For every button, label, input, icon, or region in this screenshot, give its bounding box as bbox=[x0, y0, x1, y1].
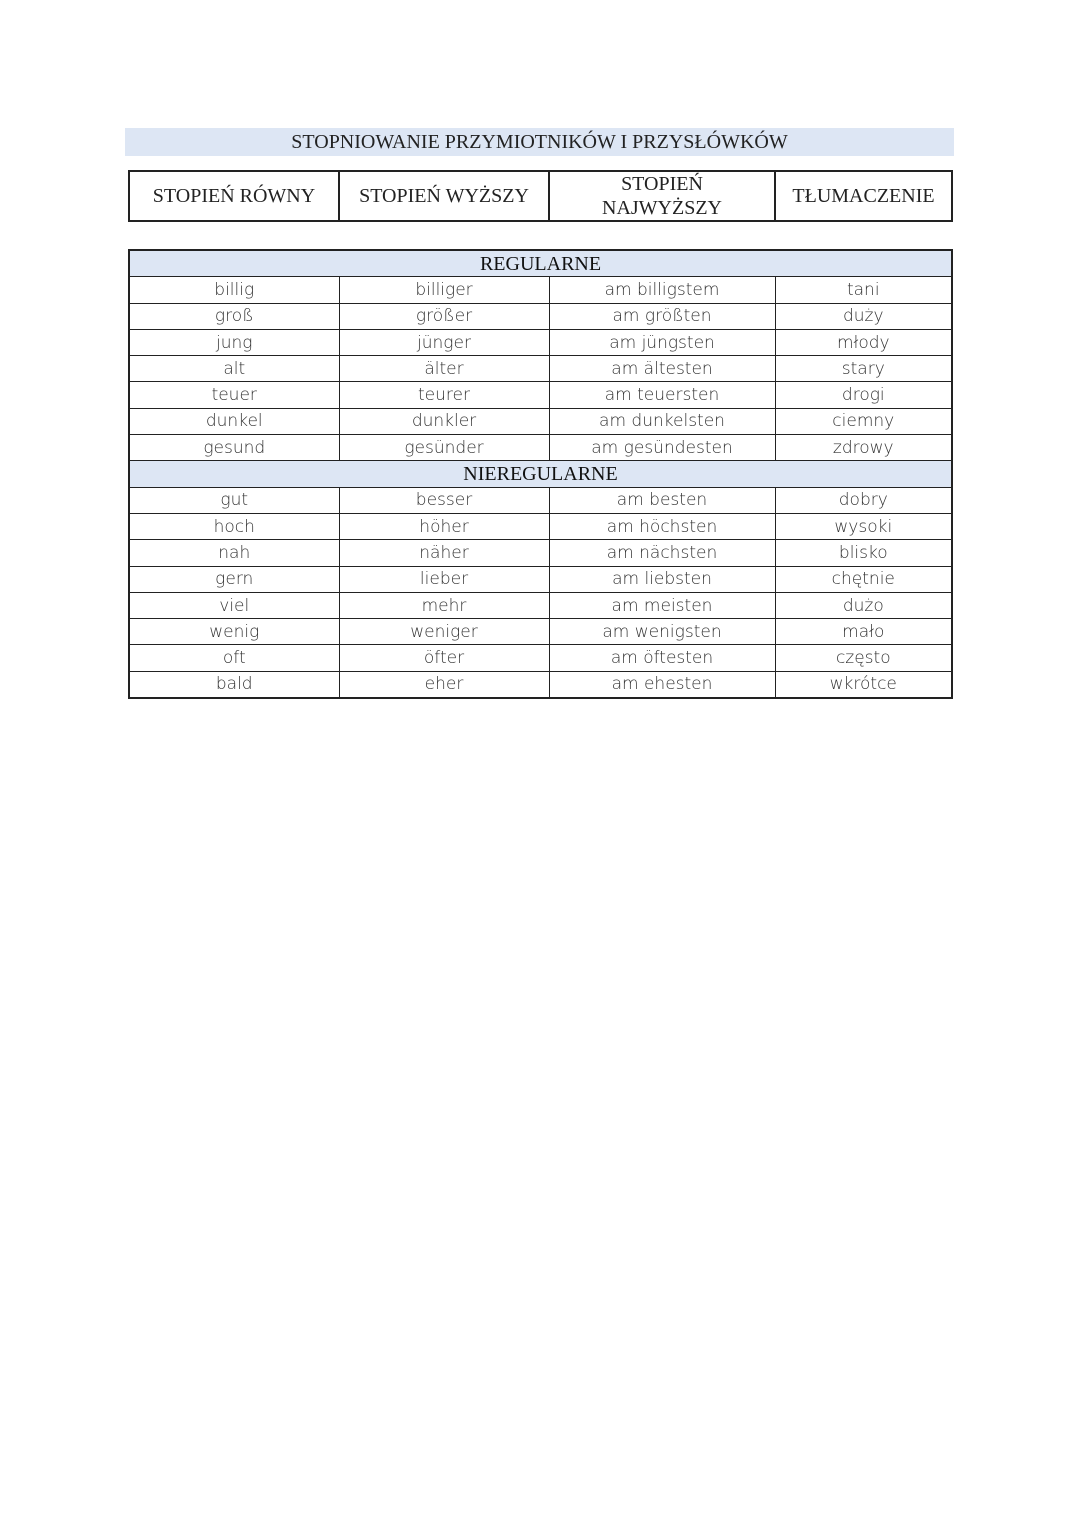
cell-stopien-najwyzszy: am gesündesten bbox=[549, 435, 775, 461]
cell-stopien-wyzszy: weniger bbox=[339, 619, 549, 645]
cell-stopien-wyzszy: lieber bbox=[339, 566, 549, 592]
cell-tlumaczenie: duży bbox=[775, 303, 952, 329]
section-nieregularne-label: NIEREGULARNE bbox=[129, 461, 952, 487]
table-row bbox=[129, 329, 952, 355]
cell-stopien-rowny: nah bbox=[129, 540, 339, 566]
cell-stopien-wyzszy: teurer bbox=[339, 382, 549, 408]
cell-tlumaczenie: młody bbox=[775, 329, 952, 355]
cell-stopien-wyzszy: mehr bbox=[339, 592, 549, 618]
header-tlumaczenie: TŁUMACZENIE bbox=[775, 171, 952, 221]
cell-tlumaczenie: wkrótce bbox=[775, 671, 952, 698]
cell-stopien-najwyzszy: am öftesten bbox=[549, 645, 775, 671]
cell-tlumaczenie: dużo bbox=[775, 592, 952, 618]
cell-tlumaczenie: ciemny bbox=[775, 408, 952, 434]
table-row bbox=[129, 645, 952, 671]
cell-stopien-wyzszy: gesünder bbox=[339, 435, 549, 461]
table-row bbox=[129, 356, 952, 382]
cell-stopien-wyzszy: öfter bbox=[339, 645, 549, 671]
cell-stopien-najwyzszy: am jüngsten bbox=[549, 329, 775, 355]
cell-stopien-rowny: viel bbox=[129, 592, 339, 618]
table-row bbox=[129, 619, 952, 645]
cell-tlumaczenie: tani bbox=[775, 277, 952, 303]
header-stopien-najwyzszy-line1: STOPIEŃ bbox=[621, 173, 703, 195]
section-regularne-label: REGULARNE bbox=[129, 250, 952, 277]
cell-stopien-najwyzszy: am liebsten bbox=[549, 566, 775, 592]
cell-stopien-rowny: teuer bbox=[129, 382, 339, 408]
table-row bbox=[129, 435, 952, 461]
cell-tlumaczenie: często bbox=[775, 645, 952, 671]
cell-stopien-wyzszy: eher bbox=[339, 671, 549, 698]
cell-tlumaczenie: blisko bbox=[775, 540, 952, 566]
cell-stopien-rowny: billig bbox=[129, 277, 339, 303]
page-title: STOPNIOWANIE PRZYMIOTNIKÓW I PRZYSŁÓWKÓW bbox=[125, 128, 954, 156]
cell-tlumaczenie: wysoki bbox=[775, 513, 952, 539]
table-row bbox=[129, 566, 952, 592]
cell-stopien-wyzszy: näher bbox=[339, 540, 549, 566]
comparison-table bbox=[128, 249, 953, 699]
cell-stopien-rowny: bald bbox=[129, 671, 339, 698]
cell-stopien-rowny: groß bbox=[129, 303, 339, 329]
cell-stopien-wyzszy: besser bbox=[339, 487, 549, 513]
cell-stopien-najwyzszy: am ehesten bbox=[549, 671, 775, 698]
cell-tlumaczenie: zdrowy bbox=[775, 435, 952, 461]
cell-tlumaczenie: dobry bbox=[775, 487, 952, 513]
header-stopien-wyzszy: STOPIEŃ WYŻSZY bbox=[339, 171, 549, 221]
cell-stopien-najwyzszy: am ältesten bbox=[549, 356, 775, 382]
header-stopien-najwyzszy-line2: NAJWYŻSZY bbox=[602, 197, 722, 219]
table-row bbox=[129, 487, 952, 513]
cell-stopien-wyzszy: billiger bbox=[339, 277, 549, 303]
cell-stopien-wyzszy: jünger bbox=[339, 329, 549, 355]
table-row bbox=[129, 540, 952, 566]
column-header-table bbox=[128, 170, 953, 222]
cell-stopien-najwyzszy: am dunkelsten bbox=[549, 408, 775, 434]
cell-tlumaczenie: stary bbox=[775, 356, 952, 382]
cell-stopien-najwyzszy: am nächsten bbox=[549, 540, 775, 566]
cell-stopien-rowny: dunkel bbox=[129, 408, 339, 434]
cell-stopien-najwyzszy: am höchsten bbox=[549, 513, 775, 539]
cell-stopien-rowny: alt bbox=[129, 356, 339, 382]
section-regularne-header-row bbox=[129, 250, 952, 277]
cell-stopien-wyzszy: dunkler bbox=[339, 408, 549, 434]
table-row bbox=[129, 671, 952, 698]
table-row bbox=[129, 277, 952, 303]
table-row bbox=[129, 513, 952, 539]
header-stopien-najwyzszy bbox=[549, 171, 775, 221]
cell-tlumaczenie: drogi bbox=[775, 382, 952, 408]
header-stopien-rowny: STOPIEŃ RÓWNY bbox=[129, 171, 339, 221]
cell-stopien-najwyzszy: am besten bbox=[549, 487, 775, 513]
cell-stopien-rowny: gesund bbox=[129, 435, 339, 461]
cell-stopien-rowny: gut bbox=[129, 487, 339, 513]
cell-stopien-najwyzszy: am meisten bbox=[549, 592, 775, 618]
cell-tlumaczenie: mało bbox=[775, 619, 952, 645]
table-row bbox=[129, 592, 952, 618]
comparison-table-body bbox=[129, 250, 952, 698]
cell-stopien-najwyzszy: am wenigsten bbox=[549, 619, 775, 645]
table-row bbox=[129, 408, 952, 434]
section-nieregularne-header-row bbox=[129, 461, 952, 487]
cell-stopien-najwyzszy: am billigstem bbox=[549, 277, 775, 303]
column-header-row bbox=[129, 171, 952, 221]
cell-stopien-wyzszy: älter bbox=[339, 356, 549, 382]
cell-stopien-rowny: jung bbox=[129, 329, 339, 355]
cell-stopien-rowny: wenig bbox=[129, 619, 339, 645]
cell-stopien-najwyzszy: am teuersten bbox=[549, 382, 775, 408]
table-row bbox=[129, 382, 952, 408]
cell-stopien-rowny: hoch bbox=[129, 513, 339, 539]
cell-stopien-rowny: gern bbox=[129, 566, 339, 592]
cell-stopien-wyzszy: größer bbox=[339, 303, 549, 329]
cell-stopien-wyzszy: höher bbox=[339, 513, 549, 539]
cell-stopien-najwyzszy: am größten bbox=[549, 303, 775, 329]
cell-tlumaczenie: chętnie bbox=[775, 566, 952, 592]
cell-stopien-rowny: oft bbox=[129, 645, 339, 671]
table-row bbox=[129, 303, 952, 329]
